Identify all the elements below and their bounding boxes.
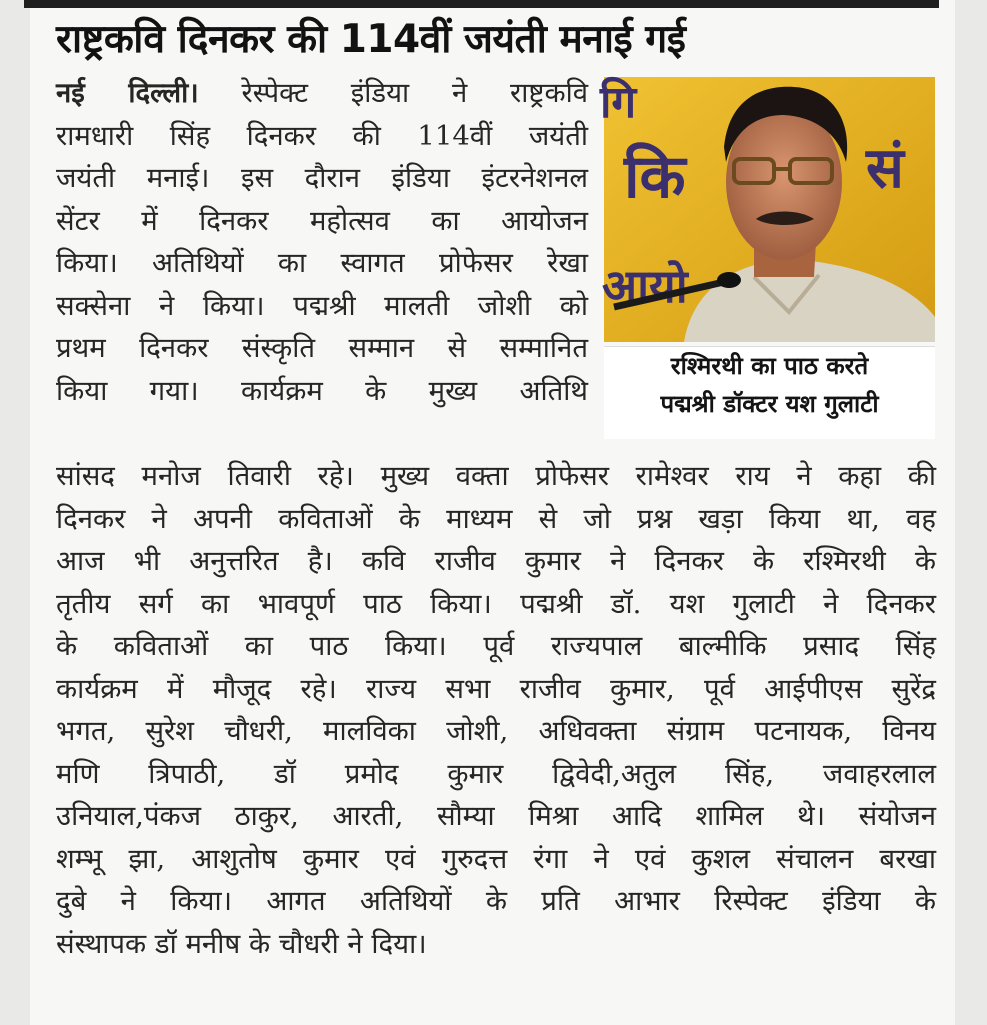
microphone [717,272,741,288]
article-line: कार्यक्रम में मौजूद रहे। राज्य सभा राजीव कुमार, पूर्व आईपीएस सुरेंद्र [56,672,936,705]
caption-line-2: पद्मश्री डॉक्टर यश गुलाटी [660,390,879,418]
headline: राष्ट्रकवि दिनकर की 114वीं जयंती मनाई गई [56,17,686,62]
banner-text: सं [866,136,904,201]
article-line [56,72,588,115]
article-line: किया। अतिथियों का स्वागत प्रोफेसर रेखा [56,247,588,279]
caption-line-1: रश्मिरथी का पाठ करते [670,352,869,380]
photo-caption [604,346,935,439]
dateline: नई दिल्ली। [56,77,199,109]
article-line: दिनकर ने अपनी कविताओं के माध्यम से जो प्रश्न खड़ा किया था, वह [56,502,936,535]
article-line: रामधारी सिंह दिनकर की 114वीं जयंती [56,119,588,152]
article-line: मणि त्रिपाठी, डॉ प्रमोद कुमार द्विवेदी,अतुल सिंह, जवाहरलाल [56,757,936,790]
article-line: किया गया। कार्यक्रम के मुख्य अतिथि [56,374,588,407]
banner-text: गि [600,77,637,128]
article-column [56,72,588,412]
article-line-text: रेस्पेक्ट इंडिया ने राष्ट्रकवि [241,77,588,109]
article-line: तृतीय सर्ग का भावपूर्ण पाठ किया। पद्मश्री डॉ. यश गुलाटी ने दिनकर [56,587,936,620]
article-line: शम्भू झा, आशुतोष कुमार एवं गुरुदत्त रंगा ने एवं कुशल संचालन बरखा [56,842,936,875]
article-line: भगत, सुरेश चौधरी, मालविका जोशी, अधिवक्ता संग्राम पटनायक, विनय [56,715,936,747]
news-photo [600,77,935,342]
top-rule [24,0,939,8]
photo-illustration [600,77,935,342]
article-line: संस्थापक डॉ मनीष के चौधरी ने दिया। [56,927,427,960]
article-line: जयंती मनाई। इस दौरान इंडिया इंटरनेशनल [56,162,588,194]
banner-text: कि [624,142,686,212]
article-line: उनियाल,पंकज ठाकुर, आरती, सौम्या मिश्रा आदि शामिल थे। संयोजन [56,800,936,832]
article-body [56,455,936,965]
banner-text: आयो [602,259,688,313]
article-line: सेंटर में दिनकर महोत्सव का आयोजन [56,204,588,237]
article-line: दुबे ने किया। आगत अतिथियों के प्रति आभार रिस्पेक्ट इंडिया के [56,885,936,917]
article-line: आज भी अनुत्तरित है। कवि राजीव कुमार ने दिनकर के रश्मिरथी के [56,545,937,577]
article-line: के कविताओं का पाठ किया। पूर्व राज्यपाल बाल्मीकि प्रसाद सिंह [56,630,936,662]
article-line: सांसद मनोज तिवारी रहे। मुख्य वक्ता प्रोफेसर रामेश्वर राय ने कहा की [56,460,936,492]
article-line: सक्सेना ने किया। पद्मश्री मालती जोशी को [56,289,588,322]
article-line: प्रथम दिनकर संस्कृति सम्मान से सम्मानित [56,332,588,364]
